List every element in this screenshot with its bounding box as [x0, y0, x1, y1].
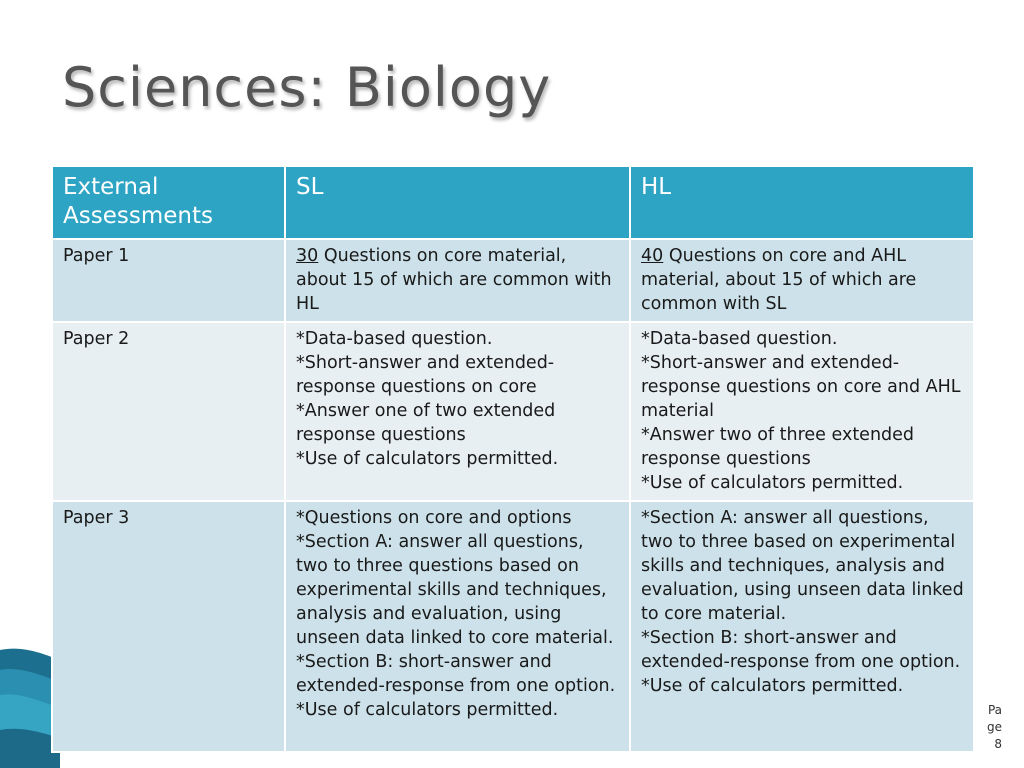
paper-2-sl-line: *Use of calculators permitted. — [296, 449, 559, 469]
paper-2-hl-line: *Data-based question. — [641, 329, 838, 349]
paper-2-sl-line: *Answer one of two extended response questions — [296, 401, 556, 445]
slide-title: Sciences: Biology — [62, 56, 552, 119]
paper-1-sl-cell — [285, 239, 630, 322]
paper-1-hl-description: Questions on core and AHL material, about 15 of which are common with SL — [641, 246, 917, 314]
paper-2-sl-line: *Data-based question. — [296, 329, 493, 349]
paper-3-sl-cell — [285, 501, 630, 752]
row-label-paper-2: Paper 2 — [52, 322, 285, 501]
paper-2-hl-line: *Answer two of three extended response questions — [641, 425, 915, 469]
paper-3-hl-line: *Section B: short-answer and extended-response from one option. — [641, 628, 961, 672]
assessments-table-container — [51, 165, 973, 753]
row-label-paper-3: Paper 3 — [52, 501, 285, 752]
paper-2-hl-cell — [630, 322, 974, 501]
paper-3-sl-line: *Questions on core and options — [296, 508, 572, 528]
table-row-paper-2 — [52, 322, 974, 501]
assessments-table — [51, 165, 975, 753]
table-row-paper-1 — [52, 239, 974, 322]
paper-1-sl-description: Questions on core material, about 15 of which are common with HL — [296, 246, 612, 314]
header-sl: SL — [285, 166, 630, 239]
header-external-assessments: External Assessments — [52, 166, 285, 239]
paper-3-sl-line: *Section A: answer all questions, two to three questions based on experimental skills and techniques, analysis and evaluation, using unseen data linked to core material. — [296, 532, 614, 648]
page-number-part: 8 — [994, 737, 1002, 751]
paper-1-hl-question-count: 40 — [641, 246, 664, 266]
header-hl: HL — [630, 166, 974, 239]
paper-3-hl-cell — [630, 501, 974, 752]
paper-3-sl-line: *Section B: short-answer and extended-response from one option. — [296, 652, 616, 696]
page-number-part: ge — [987, 720, 1002, 734]
paper-1-hl-cell — [630, 239, 974, 322]
paper-3-sl-line: *Use of calculators permitted. — [296, 700, 559, 720]
paper-3-hl-line: *Use of calculators permitted. — [641, 676, 904, 696]
paper-3-hl-line: *Section A: answer all questions, two to three based on experimental skills and techniques, analysis and evaluation, using unseen data linked to core material. — [641, 508, 964, 624]
table-row-paper-3 — [52, 501, 974, 752]
paper-2-sl-cell — [285, 322, 630, 501]
row-label-paper-1: Paper 1 — [52, 239, 285, 322]
table-header-row — [52, 166, 974, 239]
page-number-part: Pa — [987, 703, 1002, 717]
paper-2-hl-line: *Use of calculators permitted. — [641, 473, 904, 493]
page-number — [978, 702, 1002, 753]
paper-2-hl-line: *Short-answer and extended-response questions on core and AHL material — [641, 353, 961, 421]
paper-1-sl-question-count: 30 — [296, 246, 319, 266]
paper-2-sl-line: *Short-answer and extended-response questions on core — [296, 353, 555, 397]
